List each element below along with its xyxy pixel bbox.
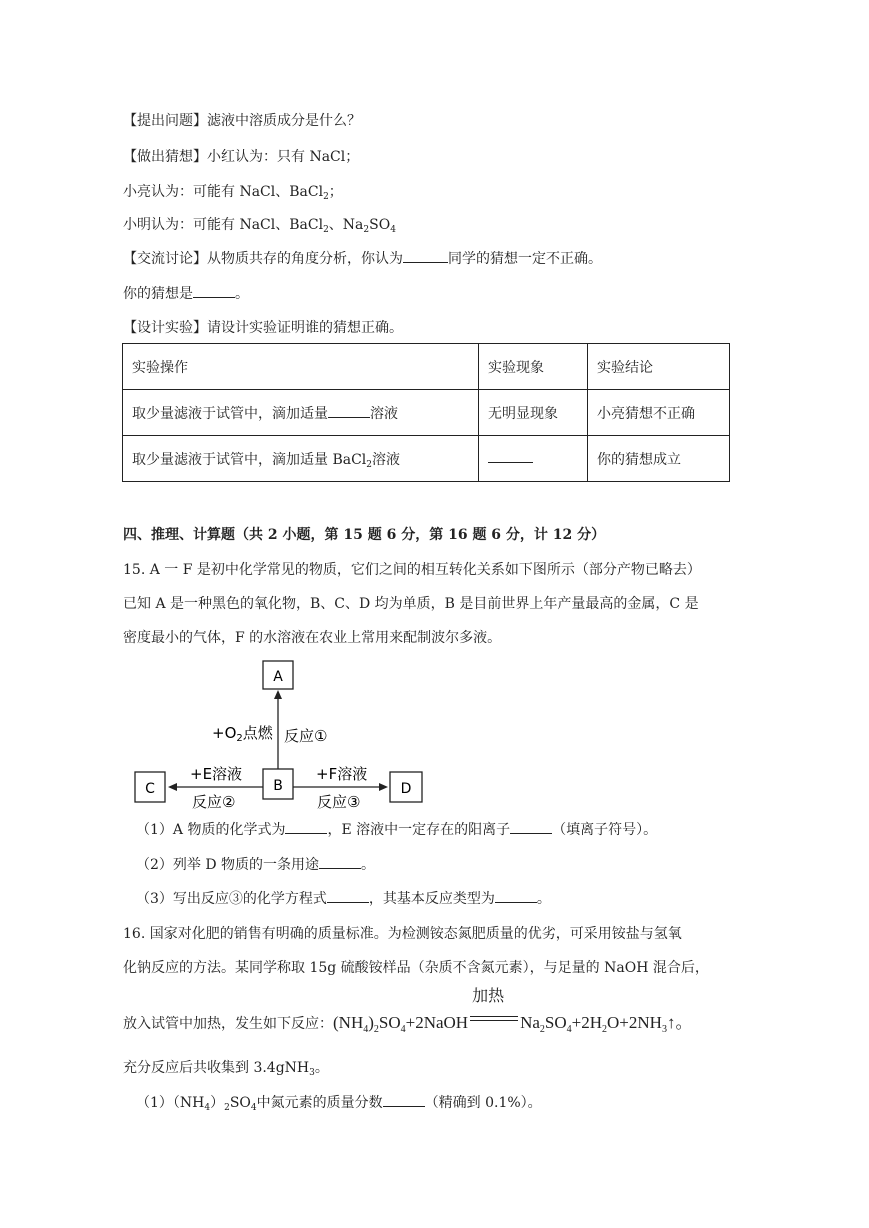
label-f-solution: +F溶液 <box>316 765 368 783</box>
label-reaction-1: 反应① <box>284 727 328 745</box>
table-header-cell: 实验现象 <box>479 344 588 390</box>
q15-sub2: （2）列举 D 物质的一条用途 。 <box>136 857 376 873</box>
answer-blank[interactable] <box>327 890 369 903</box>
label-o2-ignite: $+O_2$点燃 <box>212 724 273 744</box>
box-c <box>135 772 165 802</box>
answer-blank[interactable] <box>285 821 327 834</box>
experiment-table <box>122 343 730 482</box>
q15-text: 密度最小的气体，F 的水溶液在农业上常用来配制波尔多液。 <box>123 630 502 646</box>
box-a <box>263 661 293 689</box>
answer-blank[interactable] <box>383 1094 425 1107</box>
section-title: 四、推理、计算题（共 2 小题，第 15 题 6 分，第 16 题 6 分，计 12 分） <box>123 527 606 543</box>
answer-blank[interactable] <box>488 450 533 463</box>
table-cell: 取少量滤液于试管中，滴加适量 BaCl$_2$溶液 <box>123 436 479 482</box>
table-row <box>123 344 730 390</box>
q15-text: 15. A 一 F 是初中化学常见的物质，它们之间的相互转化关系如下图所示（部分产物已略去） <box>123 562 701 578</box>
q16-text: 16. 国家对化肥的销售有明确的质量标准。为检测铵态氮肥质量的优劣，可采用铵盐与氢氧 <box>123 926 682 942</box>
guess-red-line: 【做出猜想】小红认为：只有 NaCl； <box>123 149 360 165</box>
label-reaction-3: 反应③ <box>317 793 361 811</box>
svg-text:D: D <box>400 781 412 797</box>
heating-condition: 加热 <box>470 1012 518 1026</box>
answer-blank[interactable] <box>193 285 235 298</box>
your-guess-line: 你的猜想是 。 <box>123 286 249 302</box>
question-line: 【提出问题】滤液中溶质成分是什么？ <box>123 113 361 129</box>
chemical-equation: $(NH_4)_2SO_4+2NaOH$ 加热 $Na_2SO_4+2H_2O+2NH_3↑$。 <box>333 986 693 1035</box>
arrow-head-up-icon <box>274 690 282 699</box>
answer-blank[interactable] <box>495 890 537 903</box>
reaction-diagram <box>120 655 440 815</box>
svg-text:C: C <box>145 781 155 797</box>
q15-sub1: （1）A 物质的化学式为 ，E 溶液中一定存在的阳离子 （填离子符号）。 <box>136 822 658 838</box>
table-header-cell: 实验结论 <box>588 344 730 390</box>
guess-ming-line: 小明认为：可能有 NaCl、BaCl$_2$、$Na_2SO_4$ <box>123 217 396 235</box>
q16-text: 化钠反应的方法。某同学称取 15g 硫酸铵样品（杂质不含氮元素），与足量的 NaOH 混合后， <box>123 960 709 976</box>
discuss-line: 【交流讨论】从物质共存的角度分析，你认为 同学的猜想一定不正确。 <box>123 251 602 267</box>
answer-blank[interactable] <box>319 856 361 869</box>
table-cell: 小亮猜想不正确 <box>588 390 730 436</box>
q16-text: 充分反应后共收集到 3.4gNH$_3$。 <box>123 1060 329 1078</box>
label-reaction-2: 反应② <box>192 793 236 811</box>
q16-equation-line: 放入试管中加热，发生如下反应：$(NH_4)_2SO_4+2NaOH$ 加热 $Na_2SO_4+2H_2O+2NH_3↑$。 <box>123 986 693 1035</box>
arrow-head-right-icon <box>379 783 388 791</box>
box-d <box>390 772 422 802</box>
table-header-cell: 实验操作 <box>123 344 479 390</box>
q15-text: 已知 A 是一种黑色的氧化物，B、C、D 均为单质，B 是目前世界上年产量最高的金属，C 是 <box>123 596 699 612</box>
q15-sub3: （3）写出反应③的化学方程式 ，其基本反应类型为 。 <box>136 891 551 907</box>
table-row <box>123 390 730 436</box>
svg-text:A: A <box>273 669 283 685</box>
arrow-head-left-icon <box>168 783 177 791</box>
table-row <box>123 436 730 482</box>
answer-blank[interactable] <box>328 405 370 418</box>
table-cell: 取少量滤液于试管中，滴加适量 溶液 <box>123 390 479 436</box>
guess-liang-line: 小亮认为：可能有 NaCl、BaCl$_2$； <box>123 184 343 202</box>
q16-sub1: $(1)(NH_4)_2SO_4$中氮元素的质量分数 （精确到 0.1%）。 <box>136 1095 542 1113</box>
answer-blank[interactable] <box>510 821 552 834</box>
answer-blank[interactable] <box>403 250 448 263</box>
design-line: 【设计实验】请设计实验证明谁的猜想正确。 <box>123 320 403 336</box>
svg-text:B: B <box>273 778 283 794</box>
label-e-solution: +E溶液 <box>190 765 243 783</box>
table-cell <box>479 436 588 482</box>
table-cell: 无明显现象 <box>479 390 588 436</box>
table-cell: 你的猜想成立 <box>588 436 730 482</box>
box-b <box>263 769 293 799</box>
